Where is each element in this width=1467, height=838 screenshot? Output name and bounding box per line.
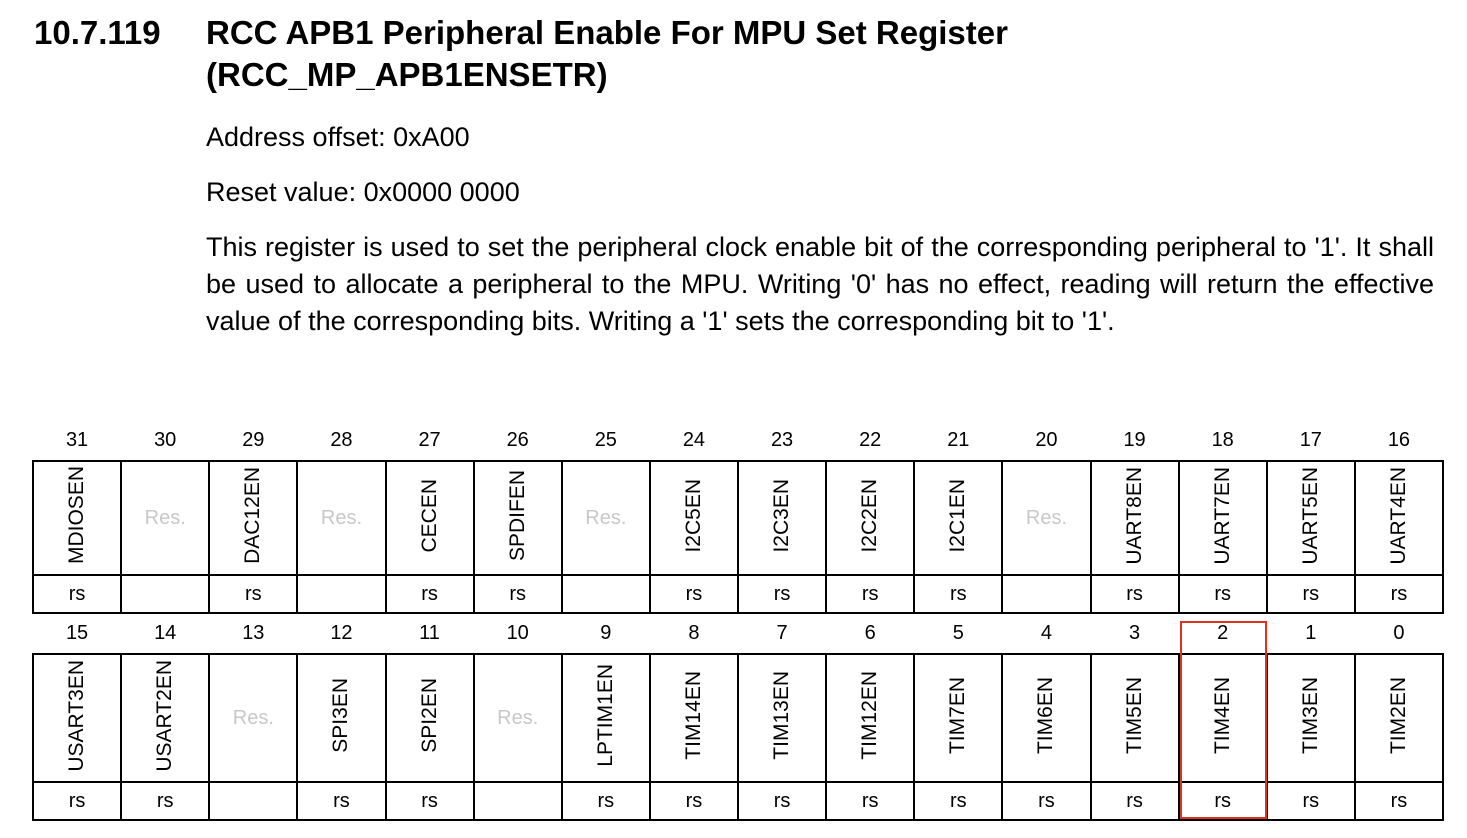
field-spi3en (297, 654, 385, 782)
reserved-label: Res. (1025, 506, 1067, 529)
field-label: TIM6EN (1034, 676, 1058, 754)
bit-number-0: 0 (1393, 621, 1405, 644)
bit-number-19: 19 (1123, 428, 1146, 451)
access-type: rs (826, 782, 914, 820)
bit-number-28: 28 (330, 428, 353, 451)
address-offset: Address offset: 0xA00 (206, 122, 470, 152)
reserved-label: Res. (232, 706, 274, 729)
bit-number-14: 14 (154, 621, 177, 644)
bit-number-8: 8 (688, 621, 700, 644)
field-label: TIM2EN (1386, 676, 1410, 754)
access-row (33, 782, 1443, 820)
field-i2c1en (914, 461, 1002, 575)
bit-number-20: 20 (1035, 428, 1058, 451)
access-type (474, 782, 562, 820)
access-type: rs (209, 575, 297, 613)
access-type (297, 575, 385, 613)
reserved-field (121, 461, 209, 575)
field-i2c3en (738, 461, 826, 575)
field-label: TIM4EN (1210, 676, 1234, 754)
access-type (209, 782, 297, 820)
field-label: TIM5EN (1122, 676, 1146, 754)
field-uart7en (1179, 461, 1267, 575)
field-label: UART7EN (1210, 466, 1234, 565)
access-type: rs (33, 575, 121, 613)
bit-number-31: 31 (65, 428, 89, 451)
section-number: 10.7.119 (34, 14, 161, 51)
access-type: rs (1355, 782, 1443, 820)
field-uart4en (1355, 461, 1443, 575)
field-lptim1en (562, 654, 650, 782)
access-type: rs (1091, 782, 1179, 820)
bit-number-18: 18 (1211, 428, 1234, 451)
access-type: rs (1002, 782, 1090, 820)
field-label: TIM12EN (858, 671, 882, 760)
reserved-field (297, 461, 385, 575)
bit-number-23: 23 (770, 428, 794, 451)
bit-number-9: 9 (600, 621, 612, 644)
bit-number-30: 30 (154, 428, 177, 451)
bit-number-17: 17 (1299, 428, 1322, 451)
access-type: rs (386, 575, 474, 613)
access-row (33, 575, 1443, 613)
access-type: rs (121, 782, 209, 820)
bit-number-row (33, 613, 1443, 654)
field-uart8en (1091, 461, 1179, 575)
access-type: rs (650, 575, 738, 613)
field-label: I2C1EN (946, 478, 970, 553)
bit-number-25: 25 (594, 428, 617, 451)
bit-number-6: 6 (864, 621, 876, 644)
field-label: USART2EN (153, 659, 177, 772)
field-i2c5en (650, 461, 738, 575)
field-spi2en (386, 654, 474, 782)
field-spdifen (474, 461, 562, 575)
bit-number-5: 5 (952, 621, 964, 644)
access-type: rs (738, 575, 826, 613)
field-label: SPDIFEN (505, 469, 529, 561)
field-label: SPI3EN (329, 678, 353, 753)
bit-number-12: 12 (330, 621, 353, 644)
field-label: USART3EN (65, 659, 89, 772)
register-table-high (32, 420, 1444, 614)
reserved-field (562, 461, 650, 575)
field-i2c2en (826, 461, 914, 575)
field-label: DAC12EN (241, 467, 265, 564)
access-type (1002, 575, 1090, 613)
field-usart3en (33, 654, 121, 782)
field-label: UART8EN (1122, 466, 1146, 565)
field-label: I2C5EN (681, 478, 705, 553)
field-tim13en (738, 654, 826, 782)
field-label: TIM3EN (1298, 676, 1322, 754)
reset-value: Reset value: 0x0000 0000 (206, 177, 520, 207)
field-tim7en (914, 654, 1002, 782)
register-description: This register is used to set the peripheral clock enable bit of the corresponding peripheral to '1'. It shall be used to allocate a peripheral to the MPU. Writing '0' has no effect, reading will return the effective value of the corresponding bits. Writing a '1' sets the corresponding bit to '1'. (206, 232, 1434, 336)
reserved-field (209, 654, 297, 782)
reserved-label: Res. (144, 506, 186, 529)
field-tim2en (1355, 654, 1443, 782)
access-type (562, 575, 650, 613)
bit-number-7: 7 (776, 621, 788, 644)
access-type: rs (1179, 575, 1267, 613)
access-type: rs (1091, 575, 1179, 613)
field-uart5en (1267, 461, 1355, 575)
access-type: rs (33, 782, 121, 820)
reserved-field (1002, 461, 1090, 575)
reserved-label: Res. (585, 506, 627, 529)
bit-number-11: 11 (419, 621, 440, 644)
field-cecen (386, 461, 474, 575)
field-label: TIM13EN (770, 671, 794, 760)
field-label: I2C3EN (770, 478, 794, 553)
access-type: rs (1355, 575, 1443, 613)
field-label: UART4EN (1386, 466, 1410, 565)
field-label: TIM14EN (681, 671, 705, 760)
bit-number-24: 24 (682, 428, 706, 451)
access-type: rs (562, 782, 650, 820)
field-name-row (33, 654, 1443, 782)
field-label: SPI2EN (417, 678, 441, 753)
reserved-label: Res. (497, 706, 539, 729)
field-dac12en (209, 461, 297, 575)
field-tim3en (1267, 654, 1355, 782)
access-type: rs (826, 575, 914, 613)
field-mdiosen (33, 461, 121, 575)
reserved-field (474, 654, 562, 782)
field-usart2en (121, 654, 209, 782)
field-label: TIM7EN (946, 676, 970, 754)
access-type: rs (1179, 782, 1267, 820)
bit-number-1: 1 (1305, 621, 1317, 644)
field-tim4en (1179, 654, 1267, 782)
access-type: rs (650, 782, 738, 820)
access-type: rs (297, 782, 385, 820)
reserved-label: Res. (320, 506, 362, 529)
access-type: rs (1267, 575, 1355, 613)
field-label: CECEN (417, 478, 441, 553)
bit-number-22: 22 (859, 428, 882, 451)
field-label: MDIOSEN (65, 466, 89, 565)
bit-number-16: 16 (1387, 428, 1411, 451)
register-table-low (32, 613, 1444, 821)
bit-number-row (33, 420, 1443, 461)
bit-number-2: 2 (1217, 621, 1229, 644)
field-tim6en (1002, 654, 1090, 782)
bit-number-13: 13 (242, 621, 265, 644)
bit-number-3: 3 (1129, 621, 1141, 644)
access-type (121, 575, 209, 613)
field-tim5en (1091, 654, 1179, 782)
access-type: rs (914, 575, 1002, 613)
bit-number-29: 29 (242, 428, 265, 451)
bit-number-10: 10 (506, 621, 529, 644)
bit-number-26: 26 (506, 428, 529, 451)
bit-number-4: 4 (1040, 621, 1052, 644)
access-type: rs (738, 782, 826, 820)
access-type: rs (1267, 782, 1355, 820)
bit-number-15: 15 (65, 621, 89, 644)
field-label: LPTIM1EN (593, 664, 617, 767)
field-label: UART5EN (1298, 466, 1322, 565)
field-tim12en (826, 654, 914, 782)
field-name-row (33, 461, 1443, 575)
access-type: rs (914, 782, 1002, 820)
access-type: rs (386, 782, 474, 820)
access-type: rs (474, 575, 562, 613)
section-title: RCC APB1 Peripheral Enable For MPU Set Register (RCC_MP_APB1ENSETR) (206, 14, 1008, 93)
field-label: I2C2EN (858, 478, 882, 553)
bit-number-27: 27 (418, 428, 441, 451)
field-tim14en (650, 654, 738, 782)
bit-number-21: 21 (947, 428, 970, 451)
